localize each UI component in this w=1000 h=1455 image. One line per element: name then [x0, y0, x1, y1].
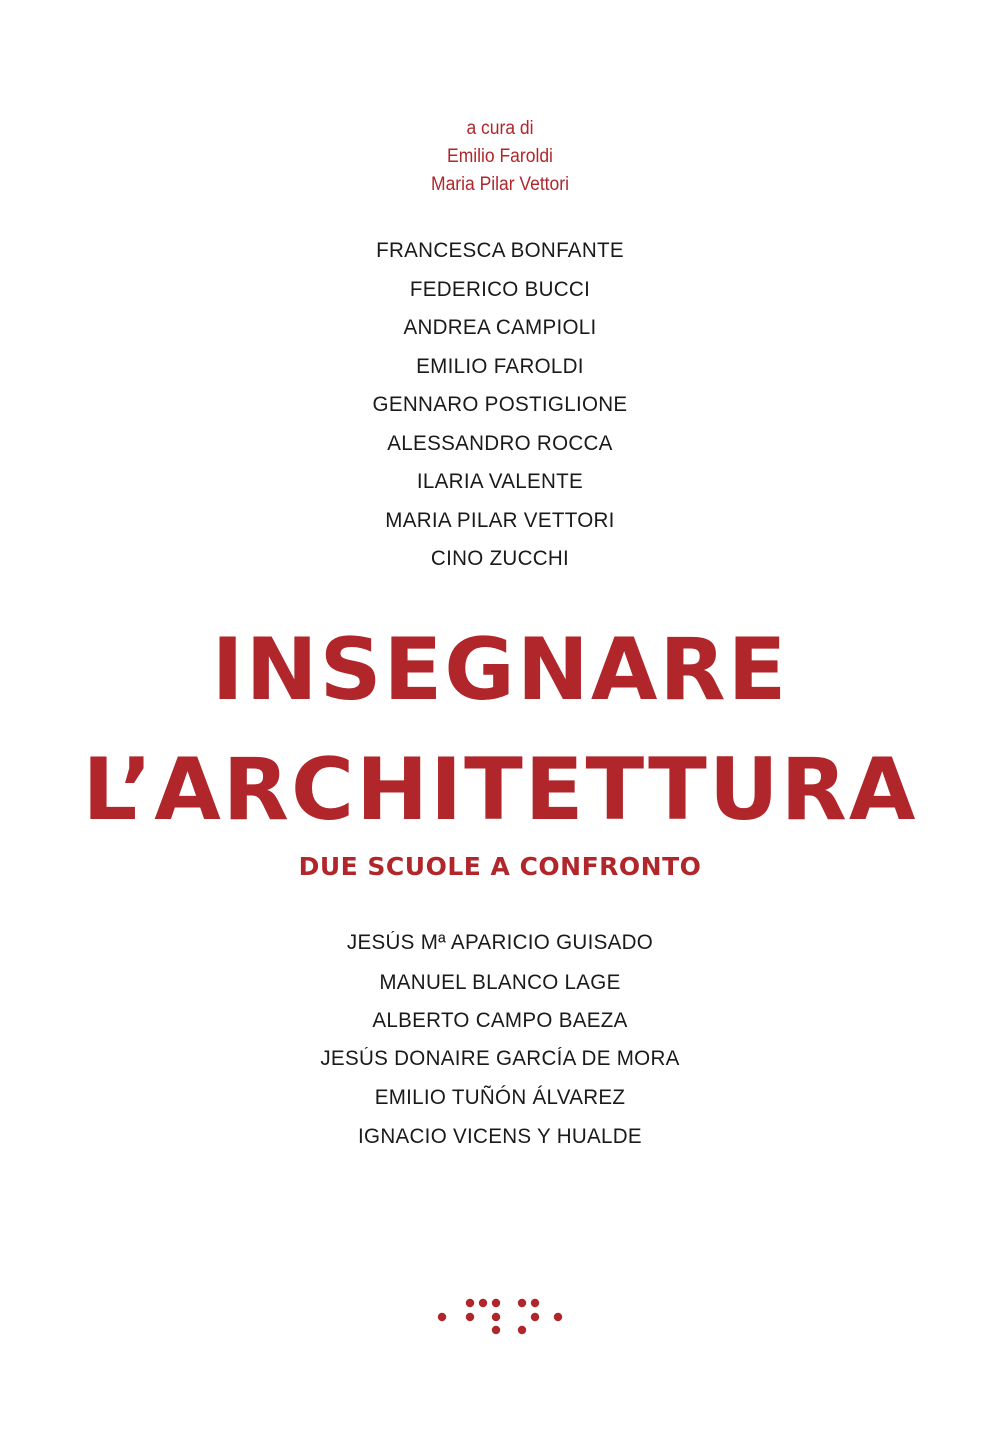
logo-dot: [466, 1299, 474, 1307]
author-name: FRANCESCA BONFANTE: [376, 239, 624, 262]
author-name: JESÚS Mª APARICIO GUISADO: [346, 931, 654, 954]
author-name: EMILIO FAROLDI: [416, 355, 584, 378]
logo-dot: [466, 1313, 474, 1321]
logo-dot: [518, 1299, 526, 1307]
editors-intro: a cura di: [466, 118, 534, 139]
author-name: ILARIA VALENTE: [416, 470, 584, 493]
editor-name: Emilio Faroldi: [447, 146, 553, 167]
author-name: ALBERTO CAMPO BAEZA: [372, 1009, 628, 1032]
publisher-dots-logo: [430, 1290, 570, 1340]
author-name: ALESSANDRO ROCCA: [387, 432, 613, 455]
author-name: EMILIO TUÑÓN ÁLVAREZ: [374, 1086, 626, 1109]
title-line-2: L’ARCHITETTURA: [82, 740, 918, 840]
logo-dot: [438, 1313, 446, 1321]
title-line-1: INSEGNARE: [211, 620, 789, 720]
author-name: JESÚS DONAIRE GARCÍA DE MORA: [320, 1047, 680, 1070]
logo-dot: [554, 1313, 562, 1321]
author-name: IGNACIO VICENS Y HUALDE: [358, 1125, 642, 1148]
logo-dot: [492, 1299, 500, 1307]
author-name: MARIA PILAR VETTORI: [385, 509, 615, 532]
editor-name: Maria Pilar Vettori: [431, 174, 569, 195]
author-name: MANUEL BLANCO LAGE: [379, 971, 621, 994]
logo-dot: [492, 1326, 500, 1334]
author-name: FEDERICO BUCCI: [409, 278, 591, 301]
author-name: ANDREA CAMPIOLI: [403, 316, 597, 339]
logo-dot: [518, 1326, 526, 1334]
author-name: CINO ZUCCHI: [430, 547, 570, 570]
subtitle: DUE SCUOLE A CONFRONTO: [298, 852, 702, 881]
author-name: GENNARO POSTIGLIONE: [372, 393, 628, 416]
logo-dot: [479, 1299, 487, 1307]
logo-dot: [531, 1313, 539, 1321]
logo-dot: [492, 1313, 500, 1321]
logo-dot: [531, 1299, 539, 1307]
